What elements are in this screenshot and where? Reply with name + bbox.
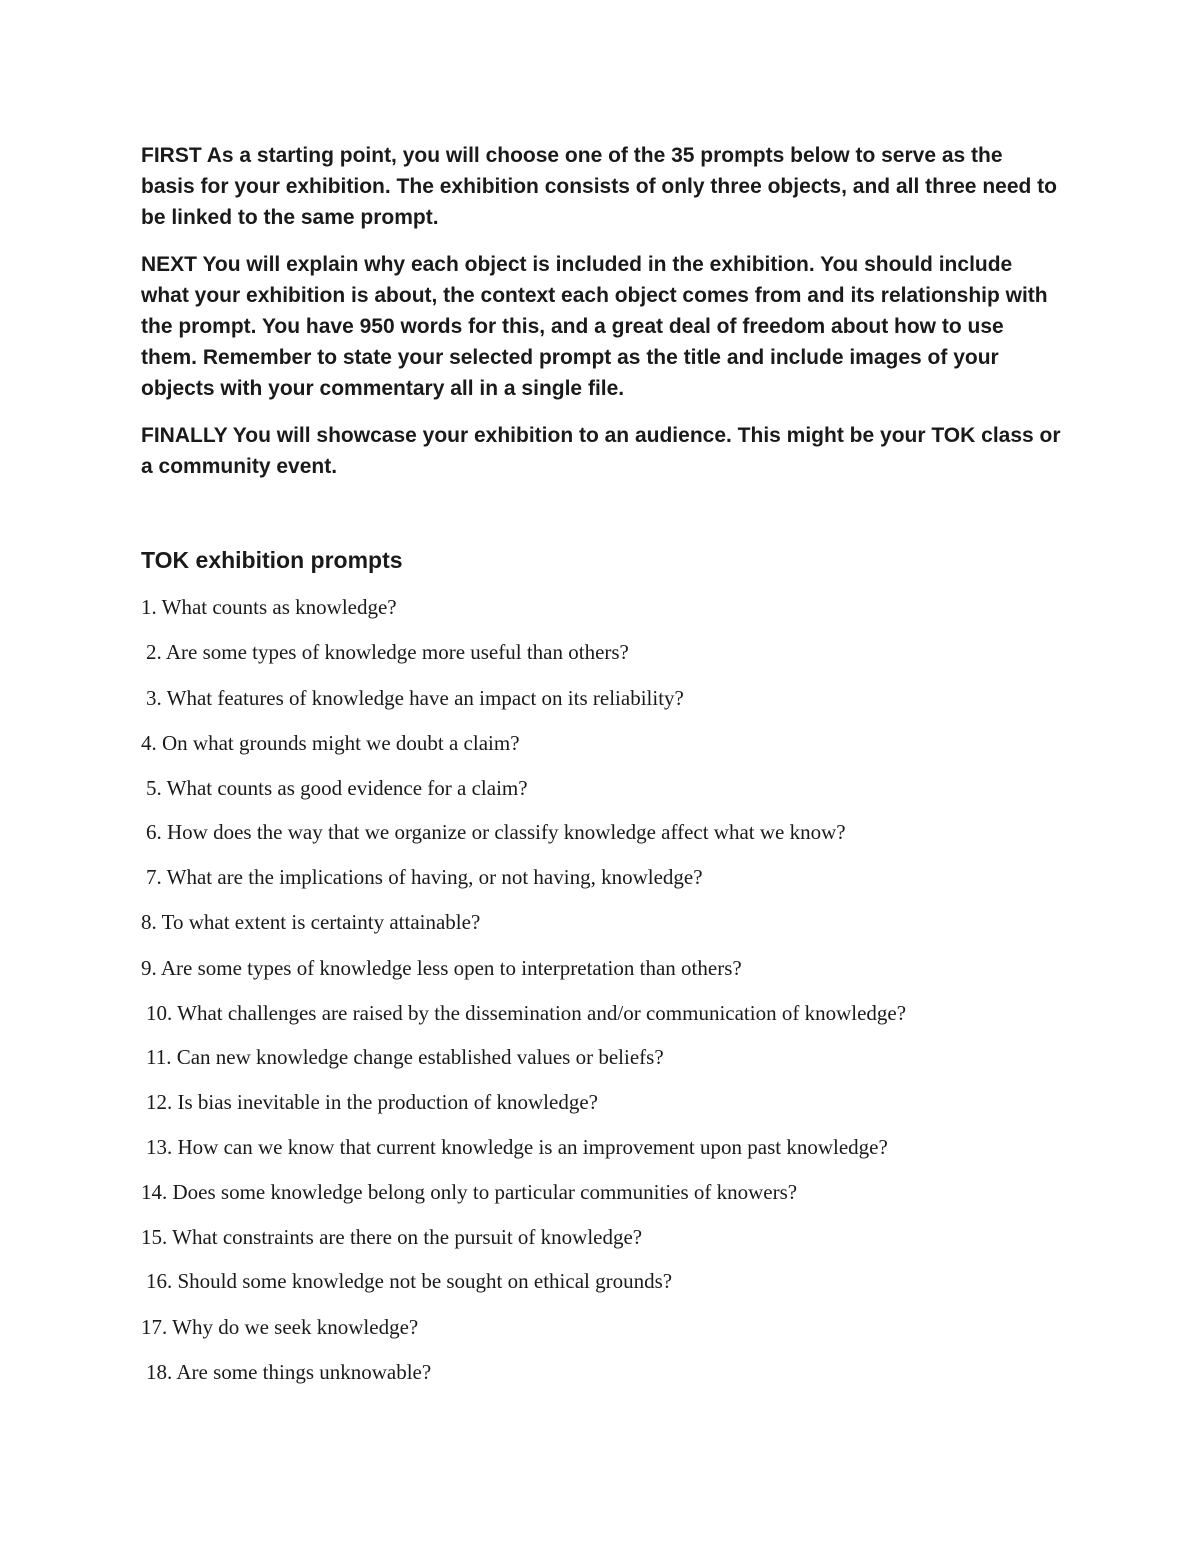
intro-next-paragraph: NEXT You will explain why each object is included in the exhibition. You should include what your exhibition is about, the context each object comes from and its relationship with the prompt. You have 950 words for this, and a great deal of freedom about how to use them. Remember to state your selected prompt as the title and include images of your objects with your commentary all in a single file. <box>141 253 1048 400</box>
prompt-item: 11. Can new knowledge change established values or beliefs? <box>146 1045 664 1069</box>
prompts-heading: TOK exhibition prompts <box>141 547 403 573</box>
intro-finally-paragraph: FINALLY You will showcase your exhibition to an audience. This might be your TOK class or a community event. <box>141 424 1061 478</box>
prompt-item: 7. What are the implications of having, or not having, knowledge? <box>146 865 703 889</box>
prompt-item: 17. Why do we seek knowledge? <box>141 1315 419 1339</box>
prompt-item: 9. Are some types of knowledge less open to interpretation than others? <box>141 956 742 980</box>
prompt-item: 2. Are some types of knowledge more useful than others? <box>146 640 629 664</box>
prompt-item: 8. To what extent is certainty attainable? <box>141 910 481 934</box>
intro-first-paragraph: FIRST As a starting point, you will choose one of the 35 prompts below to serve as the basis for your exhibition. The exhibition consists of only three objects, and all three need to be linked to the same prompt. <box>141 144 1057 229</box>
prompt-item: 18. Are some things unknowable? <box>146 1360 432 1384</box>
prompt-item: 4. On what grounds might we doubt a claim? <box>141 731 520 755</box>
prompt-item: 13. How can we know that current knowledge is an improvement upon past knowledge? <box>146 1135 888 1159</box>
prompt-item: 1. What counts as knowledge? <box>141 595 397 619</box>
prompt-item: 12. Is bias inevitable in the production of knowledge? <box>146 1090 598 1114</box>
prompt-item: 16. Should some knowledge not be sought on ethical grounds? <box>146 1269 673 1293</box>
prompt-item: 10. What challenges are raised by the dissemination and/or communication of knowledge? <box>146 1001 907 1025</box>
prompt-item: 15. What constraints are there on the pursuit of knowledge? <box>141 1225 643 1249</box>
prompt-item: 14. Does some knowledge belong only to particular communities of knowers? <box>141 1180 798 1204</box>
prompt-item: 3. What features of knowledge have an impact on its reliability? <box>146 686 684 710</box>
prompt-item: 5. What counts as good evidence for a claim? <box>146 776 528 800</box>
prompt-item: 6. How does the way that we organize or classify knowledge affect what we know? <box>146 820 846 844</box>
